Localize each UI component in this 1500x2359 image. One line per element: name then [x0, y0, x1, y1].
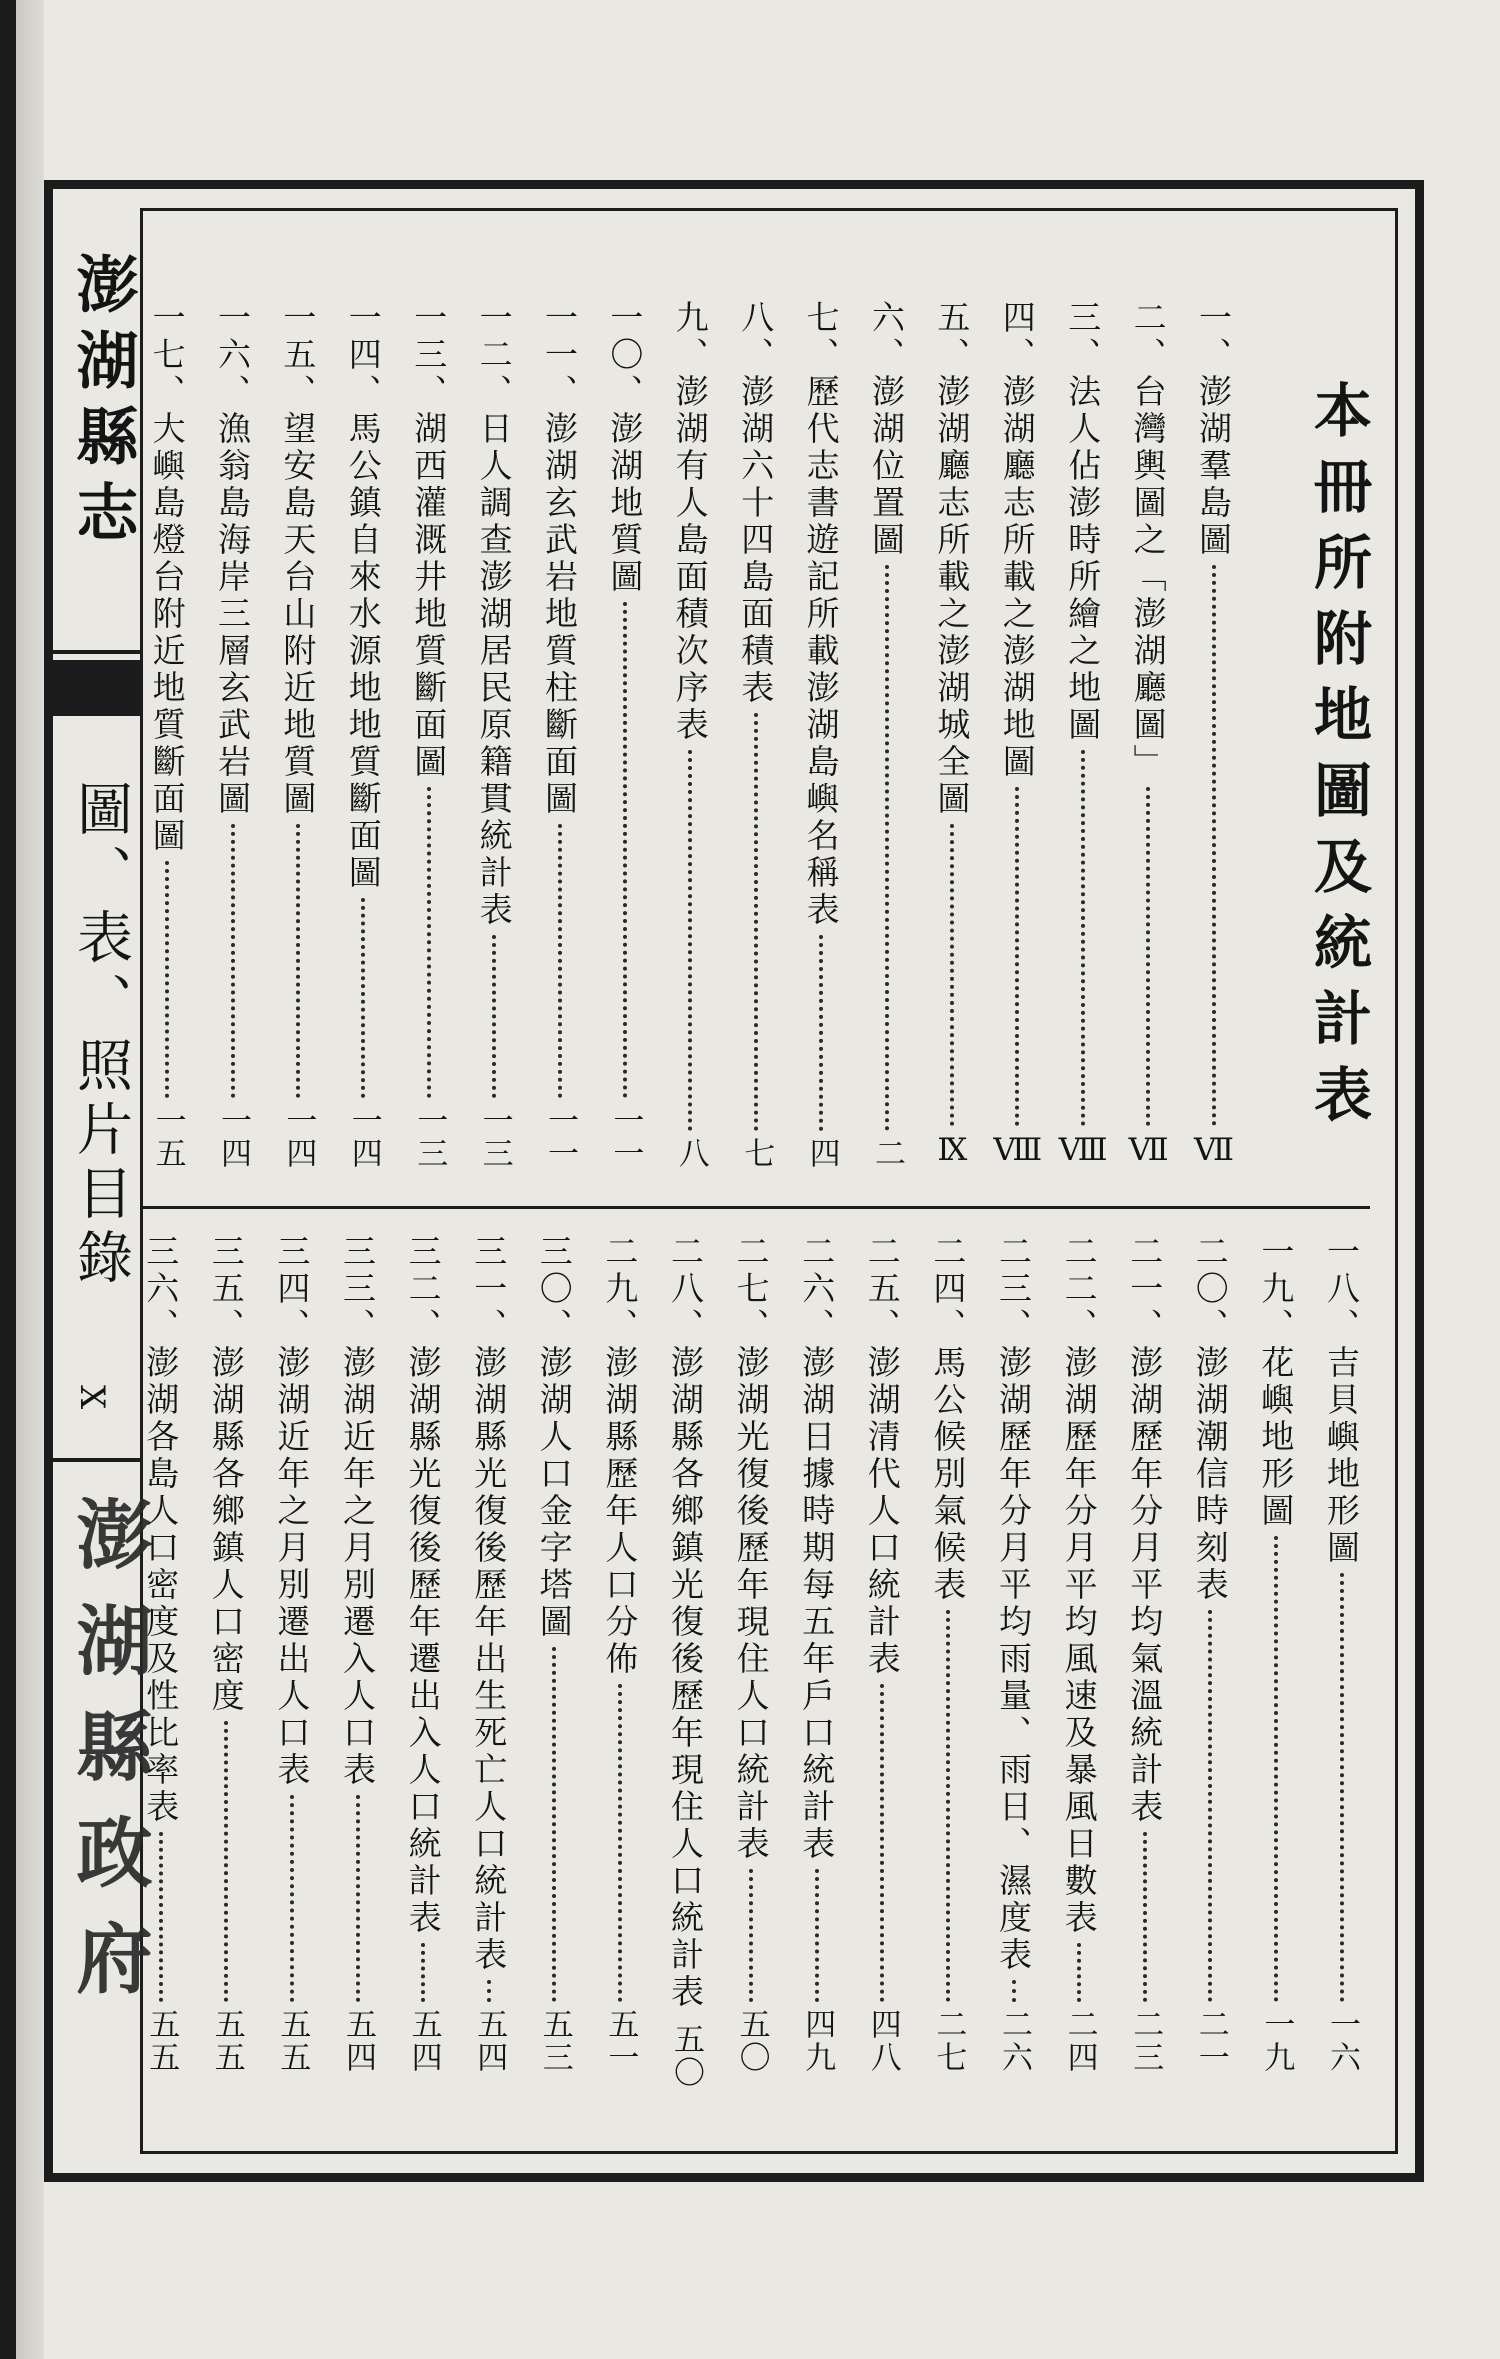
toc-leader-dots: [231, 824, 235, 1098]
toc-entry: [474, 300, 514, 1170]
page-number: X: [72, 1385, 112, 1410]
toc-entry-label: 二、台灣輿圖之「澎湖廳圖」: [1128, 300, 1168, 781]
toc-entry: [213, 300, 252, 1170]
toc-entry-page: 一一: [542, 1104, 578, 1170]
toc-entry: [343, 300, 383, 1170]
toc-entry-label: 二九、澎湖縣歷年人口分佈: [600, 1234, 640, 1678]
toc-entry-label: 二四、馬公候別氣候表: [928, 1234, 968, 1604]
toc-leader-dots: [1077, 1943, 1081, 2002]
toc-entry-label: 三、法人佔澎時所繪之地圖: [1063, 300, 1103, 744]
toc-entry: [731, 1234, 771, 2074]
toc-entry-page: 七: [738, 1137, 775, 1170]
toc-entry: [147, 300, 187, 1170]
toc-entry-page: 二四: [1061, 2008, 1098, 2074]
book-title: 澎湖縣志: [66, 252, 139, 556]
toc-entry-label: 一三、湖西灌溉井地質斷面圖: [409, 300, 449, 781]
toc-leader-dots: [159, 1832, 163, 2002]
toc-entry-label: 九、澎湖有人島面積次序表: [670, 300, 710, 744]
toc-leader-dots: [1212, 565, 1216, 1126]
toc-entry-label: 二六、澎湖日據時期每五年戶口統計表: [797, 1234, 837, 1863]
toc-entry-label: 四、澎湖廳志所載之澎湖地圖: [997, 300, 1037, 781]
toc-leader-dots: [356, 1795, 360, 2002]
toc-entry-page: 二七: [930, 2008, 967, 2074]
toc-entry-page: 四九: [799, 2008, 836, 2074]
toc-entry: [928, 1234, 968, 2074]
toc-leader-dots: [558, 824, 562, 1098]
margin-rule-bottom: [44, 1458, 140, 1462]
toc-entry: [534, 1234, 574, 2074]
toc-entry-page: 五五: [208, 2008, 245, 2074]
toc-entry: [997, 300, 1037, 1170]
toc-leader-dots: [487, 1980, 491, 2002]
toc-entry: [862, 1234, 902, 2074]
toc-leader-dots: [1146, 787, 1150, 1126]
toc-entry-page: 五四: [405, 2008, 442, 2074]
toc-leader-dots: [1208, 1610, 1212, 2002]
toc-entry-label: 一〇、澎湖地質圖: [605, 300, 645, 596]
toc-entry: [1125, 1234, 1165, 2074]
scan-edge-dark: [0, 0, 16, 2359]
toc-entry-page: 五三: [536, 2008, 573, 2074]
toc-leader-dots: [1340, 1573, 1344, 2002]
margin-notch: [44, 660, 140, 716]
toc-leader-dots: [815, 1869, 819, 2002]
toc-leader-dots: [427, 787, 431, 1098]
toc-entry: [1194, 300, 1233, 1170]
toc-leader-dots: [618, 1684, 622, 2002]
toc-entry-page: 一三: [411, 1104, 448, 1170]
toc-entry: [206, 1234, 246, 2074]
toc-entry-label: 三六、澎湖各島人口密度及性比率表: [141, 1234, 181, 1826]
toc-entry: [670, 300, 710, 1170]
publisher-stamp: 澎湖縣政府: [64, 1495, 153, 2025]
toc-entry: [600, 1234, 640, 2074]
toc-entry: [867, 300, 906, 1170]
toc-entry-page: Ⅸ: [934, 1132, 971, 1170]
toc-leader-dots: [754, 713, 758, 1131]
toc-leader-dots: [688, 750, 692, 1131]
toc-entry: [1063, 300, 1103, 1170]
toc-entry-label: 三三、澎湖近年之月別遷入人口表: [338, 1234, 377, 1789]
toc-entry-page: 五五: [274, 2008, 311, 2074]
toc-entry-page: 五五: [143, 2008, 180, 2074]
toc-leader-dots: [819, 935, 823, 1131]
toc-entry-label: 一四、馬公鎮自來水源地地質斷面圖: [343, 300, 383, 892]
toc-entry-label: 一六、漁翁島海岸三層玄武岩圖: [213, 300, 252, 818]
toc-leader-dots: [623, 602, 627, 1098]
toc-entry-page: 四: [803, 1137, 840, 1170]
toc-entry: [403, 1234, 443, 2074]
toc-entry-page: 二一: [1192, 2008, 1229, 2074]
toc-entry: [666, 1234, 705, 2089]
toc-entry-label: 八、澎湖六十四島面積表: [736, 300, 776, 707]
toc-leader-dots: [552, 1647, 556, 2002]
toc-leader-dots: [946, 1610, 950, 2002]
toc-entry-label: 一五、望安島天台山附近地質圖: [278, 300, 318, 818]
toc-leader-dots: [749, 1869, 753, 2002]
toc-entry: [272, 1234, 312, 2074]
toc-leader-dots: [1143, 1832, 1147, 2002]
toc-leader-dots: [290, 1795, 294, 2002]
toc-leader-dots: [492, 935, 496, 1098]
toc-entry: [540, 300, 579, 1170]
toc-entry-label: 五、澎湖廳志所載之澎湖城全圖: [932, 300, 972, 818]
toc-entry-label: 二五、澎湖清代人口統計表: [862, 1234, 902, 1678]
toc-leader-dots: [1081, 750, 1085, 1126]
toc-entry-label: 三一、澎湖縣光復後歷年出生死亡人口統計表: [469, 1234, 509, 1974]
margin-rule-top: [44, 650, 140, 654]
toc-leader-dots: [1015, 787, 1019, 1126]
toc-entry-label: 二一、澎湖歷年分月平均氣溫統計表: [1125, 1234, 1165, 1826]
toc-entry-page: Ⅶ: [1196, 1132, 1232, 1170]
section-label: 圖、表、照片目錄: [68, 780, 133, 1292]
toc-leader-dots: [885, 565, 889, 1131]
toc-entry-label: 一二、日人調查澎湖居民原籍貫統計表: [474, 300, 514, 929]
toc-entry: [736, 300, 776, 1170]
toc-entry-page: 五一: [602, 2008, 639, 2074]
toc-entry-label: 二二、澎湖歷年分月平均風速及暴風日數表: [1059, 1234, 1099, 1937]
toc-entry: [797, 1234, 837, 2074]
toc-leader-dots: [224, 1721, 228, 2002]
toc-entry: [1190, 1234, 1230, 2074]
register-divider: [140, 1206, 1370, 1209]
toc-entry: [338, 1234, 377, 2074]
toc-entry-label: 三四、澎湖近年之月別遷出人口表: [272, 1234, 312, 1789]
toc-leader-dots: [950, 824, 954, 1126]
toc-leader-dots: [165, 861, 169, 1098]
toc-entry-page: 一一: [607, 1104, 644, 1170]
toc-entry-label: 一八、吉貝嶼地形圖: [1322, 1234, 1361, 1567]
toc-entry-page: Ⅷ: [999, 1132, 1036, 1170]
toc-entry-page: 五〇: [668, 2023, 704, 2089]
toc-entry-label: 一九、花嶼地形圖: [1256, 1234, 1296, 1530]
toc-leader-dots: [421, 1943, 425, 2002]
toc-entry-label: 一一、澎湖玄武岩地質柱斷面圖: [540, 300, 579, 818]
toc-entry-page: 一四: [215, 1104, 251, 1170]
toc-leader-dots: [361, 898, 365, 1098]
toc-entry-page: 一四: [345, 1104, 382, 1170]
toc-entry-label: 二〇、澎湖潮信時刻表: [1190, 1234, 1230, 1604]
toc-entry: [1256, 1234, 1296, 2074]
toc-leader-dots: [880, 1684, 884, 2002]
toc-entry-page: 一六: [1324, 2008, 1360, 2074]
toc-entry-page: 二六: [996, 2008, 1032, 2074]
toc-entry-label: 二七、澎湖光復後歷年現住人口統計表: [731, 1234, 771, 1863]
toc-entry-page: Ⅷ: [1065, 1132, 1102, 1170]
toc-entry-label: 三二、澎湖縣光復後歷年遷出入人口統計表: [403, 1234, 443, 1937]
toc-entry-label: 一、澎湖羣島圖: [1194, 300, 1233, 559]
toc-leader-dots: [296, 824, 300, 1098]
toc-entry-page: 八: [672, 1137, 709, 1170]
toc-entry: [1128, 300, 1168, 1170]
toc-leader-dots: [1274, 1536, 1278, 2002]
toc-entry: [1322, 1234, 1361, 2074]
toc-entry-label: 三五、澎湖縣各鄉鎮人口密度: [206, 1234, 246, 1715]
toc-leader-dots: [1012, 1980, 1016, 2002]
toc-entry-page: 一四: [280, 1104, 317, 1170]
toc-entry: [605, 300, 645, 1170]
toc-entry-label: 七、歷代志書遊記所載澎湖島嶼名稱表: [801, 300, 841, 929]
scan-edge-light: [16, 0, 44, 2359]
toc-entry-label: 二八、澎湖縣各鄉鎮光復後歷年現住人口統計表: [666, 1234, 705, 2011]
page-heading: 本冊所附地圖及統計表: [1304, 380, 1372, 1140]
toc-entry-label: 一七、大嶼島燈台附近地質斷面圖: [147, 300, 187, 855]
toc-entry-label: 二三、澎湖歷年分月平均雨量、雨日、濕度表: [994, 1234, 1033, 1974]
toc-entry-page: 一九: [1258, 2008, 1295, 2074]
toc-entry-page: 五四: [471, 2008, 508, 2074]
toc-entry-page: 一五: [149, 1104, 186, 1170]
toc-entry-label: 六、澎湖位置圖: [867, 300, 906, 559]
toc-entry: [409, 300, 449, 1170]
toc-entry-page: Ⅶ: [1130, 1132, 1167, 1170]
toc-entry: [801, 300, 841, 1170]
toc-entry: [1059, 1234, 1099, 2074]
toc-entry: [994, 1234, 1033, 2074]
toc-entry: [932, 300, 972, 1170]
toc-entry-page: 一三: [476, 1104, 513, 1170]
toc-entry-label: 三〇、澎湖人口金字塔圖: [534, 1234, 574, 1641]
toc-entry: [469, 1234, 509, 2074]
toc-entry: [141, 1234, 181, 2074]
toc-entry: [278, 300, 318, 1170]
toc-entry-page: 五〇: [733, 2008, 770, 2074]
toc-entry-page: 二三: [1127, 2008, 1164, 2074]
toc-entry-page: 四八: [864, 2008, 901, 2074]
toc-entry-page: 五四: [340, 2008, 376, 2074]
toc-entry-page: 二: [869, 1137, 905, 1170]
